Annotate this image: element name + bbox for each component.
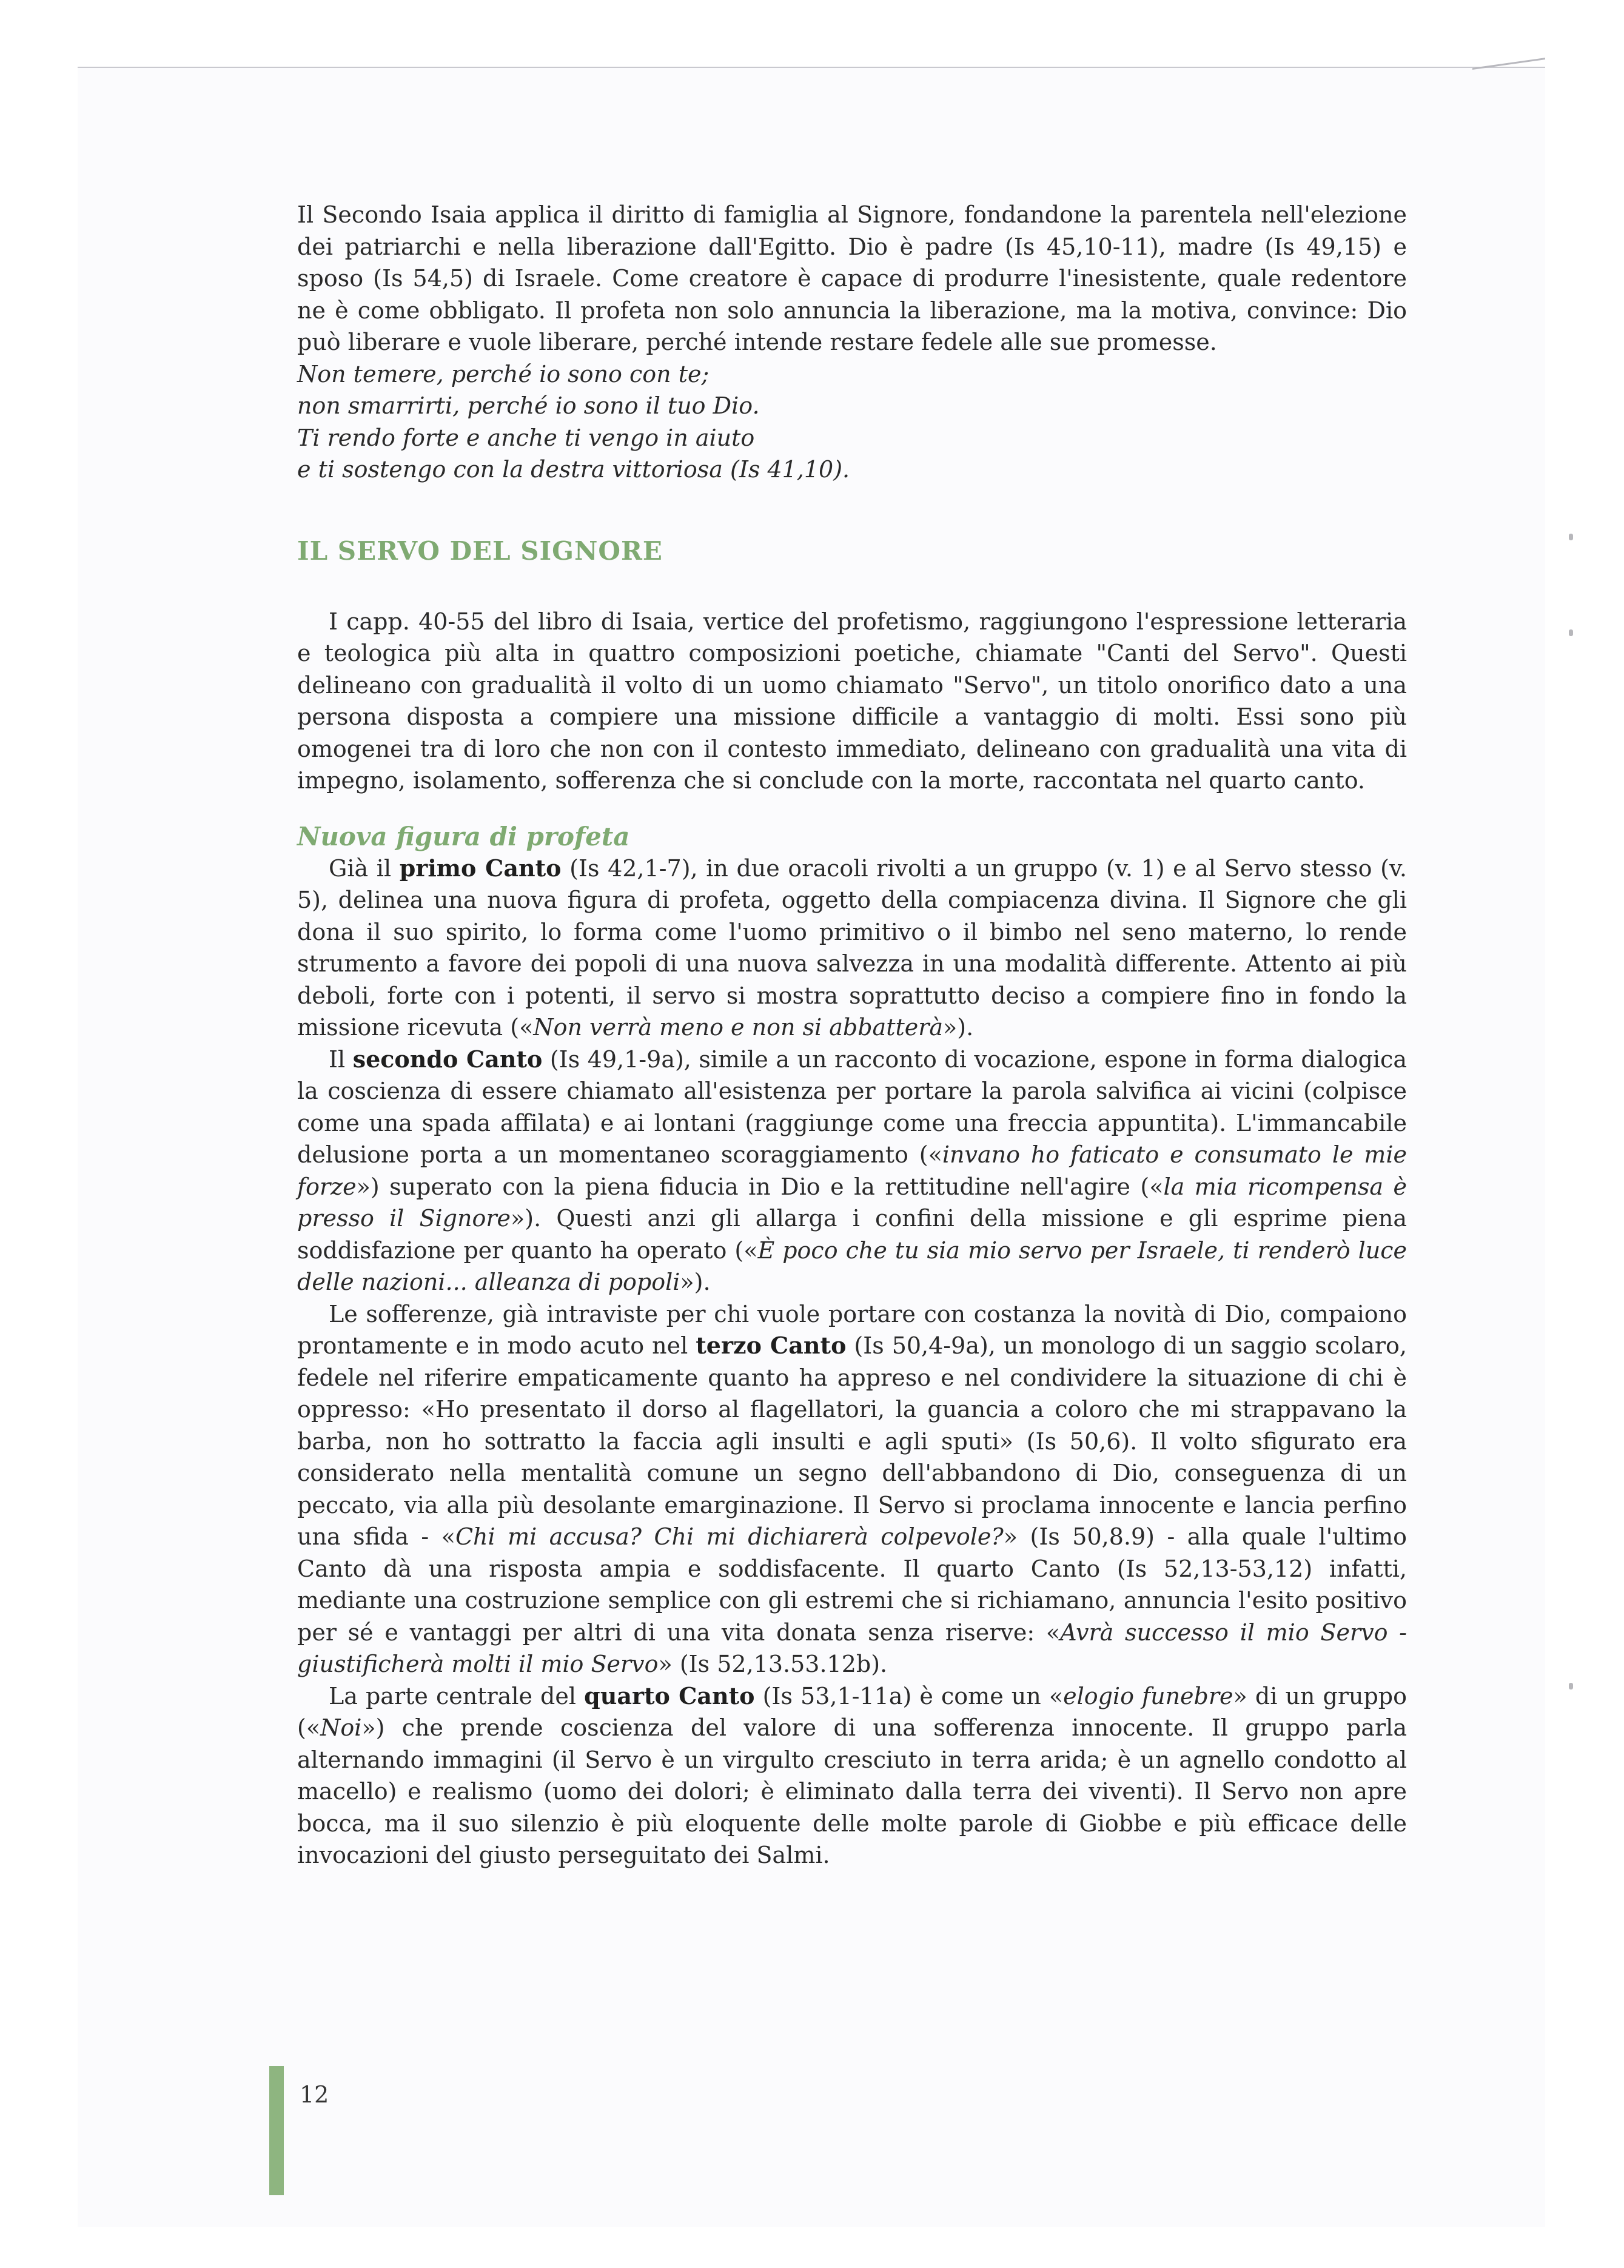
text-run: (Is 49,1-9a), simile a un racconto di vocazione, espone in forma dialogica la coscienza di essere chiamato all'esistenza per portare la parola salvifica ai vicini (colpisce come una spada affilata) e ai lontani (raggiunge come una freccia appuntita). L'immancabile delusione porta a un momentaneo scoraggiamento (« <box>297 1045 1407 1168</box>
quote-italic: invano ho faticato e consumato le mie forze <box>297 1141 1407 1200</box>
quote-italic: Noi <box>320 1714 362 1741</box>
section-intro-paragraph: I capp. 40-55 del libro di Isaia, vertice del profetismo, raggiungono l'espressione letteraria e teologica più alta in quattro composizioni poetiche, chiamate "Canti del Servo". Questi delineano con gradualità il volto di un uomo chiamato "Servo", un titolo onorifico dato a una persona disposta a compiere una missione difficile a vantaggio di molti. Essi sono più omogenei tra di loro che non con il contesto immediato, delineano con gradualità una vita di impegno, isolamento, sofferenza che si conclude con la morte, raccontata nel quarto canto. <box>297 608 1407 794</box>
paragraph-secondo-canto <box>297 1044 1407 1298</box>
page-number: 12 <box>300 2081 329 2108</box>
quote-italic: È poco che tu sia mio servo per Israele, ti renderò luce delle nazioni... alleanza di popoli <box>297 1236 1407 1295</box>
text-run: (Is 42,1-7), in due oracoli rivolti a un gruppo (v. 1) e al Servo stesso (v. 5), delinea una nuova figura di profeta, oggetto della compiacenza divina. Il Signore che gli dona il suo spirito, lo forma come l'uomo primitivo o il bimbo nel seno materno, lo rende strumento a favore dei popoli di una nuova salvezza in una modalità differente. Attento ai più deboli, forte con i potenti, il servo si mostra soprattutto deciso a compiere fino in fondo la missione ricevuta (« <box>297 854 1407 1041</box>
verse-line: e ti sostengo con la destra vittoriosa (Is 41,10). <box>297 456 850 483</box>
text-run: Il <box>329 1045 353 1073</box>
text-run: » (Is 52,13.53.12b). <box>658 1651 888 1677</box>
page-curl <box>1472 58 1545 106</box>
text-run: »). <box>943 1014 974 1041</box>
binding-hole <box>1569 1683 1573 1689</box>
paragraph-primo-canto <box>297 853 1407 1044</box>
verse-block <box>297 358 1407 486</box>
bold-term: secondo Canto <box>352 1045 543 1073</box>
bold-term: quarto Canto <box>584 1682 755 1709</box>
text-run: »). Questi anzi gli allarga i confini della missione e gli esprime piena soddisfazione per quanto ha operato (« <box>297 1205 1407 1264</box>
bold-term: terzo Canto <box>696 1332 847 1359</box>
quote-italic: la mia ricompensa è presso il Signore <box>297 1173 1407 1232</box>
text-run: ») superato con la piena fiducia in Dio e la rettitudine nell'agire (« <box>356 1173 1164 1200</box>
verse-line: non smarrirti, perché io sono il tuo Dio. <box>297 392 760 419</box>
text-column <box>297 199 1407 1871</box>
subsection-title: Nuova figura di profeta <box>297 821 630 851</box>
text-run: »). <box>680 1269 711 1295</box>
page-number-bar <box>269 2066 284 2195</box>
binding-hole <box>1569 534 1573 540</box>
text-run: La parte centrale del <box>329 1682 585 1709</box>
section-title: IL SERVO DEL SIGNORE <box>297 535 663 566</box>
intro-paragraph: Il Secondo Isaia applica il diritto di famiglia al Signore, fondandone la parentela nell'elezione dei patriarchi e nella liberazione dall'Egitto. Dio è padre (Is 45,10-11), madre (Is 49,15) e sposo (Is 54,5) di Israele. Come creatore è capace di produrre l'inesistente, quale redentore ne è come obbligato. Il profeta non solo annuncia la liberazione, ma la motiva, convince: Dio può liberare e vuole liberare, perché intende restare fedele alle sue promesse. <box>297 201 1407 355</box>
text-run: Le sofferenze, già intraviste per chi vuole portare con costanza la novità di Dio, compaiono prontamente e in modo acuto nel <box>297 1300 1407 1359</box>
text-run: (Is 50,4-9a), un monologo di un saggio scolaro, fedele nel riferire empaticamente quanto ha appreso e nel condividere la situazione di chi è oppresso: «Ho presentato il dorso al flagellatori, la guancia a coloro che mi strappavano la barba, non ho sottratto la faccia agli insulti e agli sputi» (Is 50,6). Il volto sfigurato era considerato nella mentalità comune un segno dell'abbandono di Dio, conseguenza di un peccato, via alla più desolante emarginazione. Il Servo si proclama innocente e lancia perfino una sfida - « <box>297 1332 1407 1550</box>
text-run: » (Is 50,8.9) - alla quale l'ultimo Canto dà una risposta ampia e soddisfacente. Il quarto Canto (Is 52,13-53,12) infatti, mediante una costruzione semplice con gli estremi che si richiamano, annuncia l'esito positivo per sé e vantaggi per altri di una vita donata senza riserve: « <box>297 1523 1407 1646</box>
quote-italic: Avrà successo il mio Servo - giustificherà molti il mio Servo <box>297 1619 1407 1677</box>
verse-line: Non temere, perché io sono con te; <box>297 360 710 388</box>
bold-term: primo Canto <box>399 854 562 882</box>
paragraph-terzo-canto <box>297 1298 1407 1680</box>
text-run: » di un gruppo (« <box>297 1682 1407 1741</box>
binding-hole <box>1569 629 1573 636</box>
text-run: Già il <box>329 854 400 882</box>
quote-italic: Chi mi accusa? Chi mi dichiarerà colpevole? <box>455 1523 1004 1550</box>
text-run: ») che prende coscienza del valore di una sofferenza innocente. Il gruppo parla alternando immagini (il Servo è un virgulto cresciuto in terra arida; è un agnello condotto al macello) e realismo (uomo dei dolori; è eliminato dalla terra dei viventi). Il Servo non apre bocca, ma il suo silenzio è più eloquente delle molte parole di Giobbe e più efficace delle invocazioni del giusto perseguitato dei Salmi. <box>297 1714 1407 1868</box>
quote-italic: elogio funebre <box>1063 1682 1233 1709</box>
paragraph-quarto-canto <box>297 1680 1407 1871</box>
quote-italic: Non verrà meno e non si abbatterà <box>533 1014 944 1041</box>
text-run: (Is 53,1-11a) è come un « <box>754 1682 1064 1709</box>
verse-line: Ti rendo forte e anche ti vengo in aiuto <box>297 424 755 451</box>
